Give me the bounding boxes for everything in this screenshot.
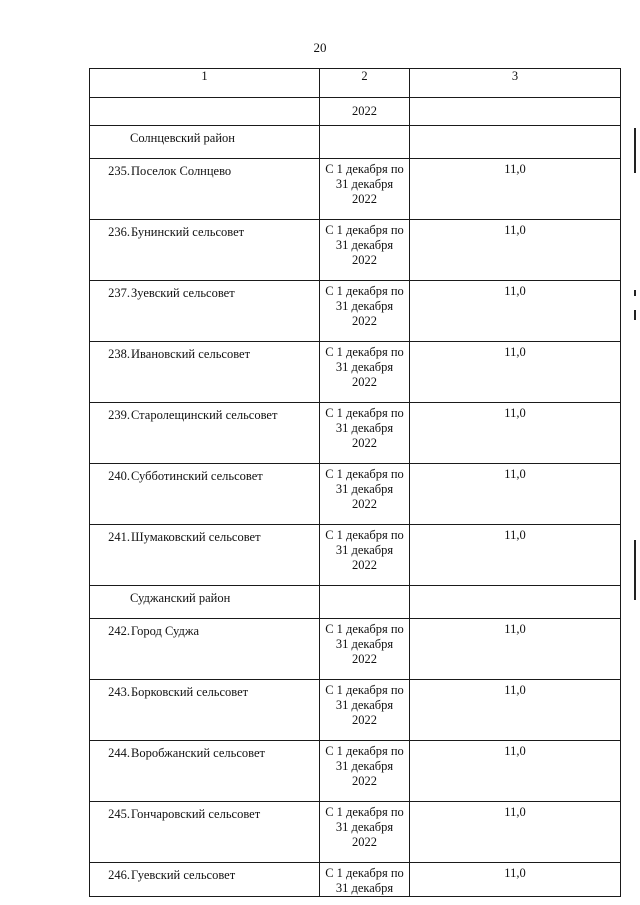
district-empty-cell — [320, 126, 410, 159]
period-line: С 1 декабря по — [325, 683, 404, 697]
entity-cell — [90, 159, 320, 220]
table-row — [90, 525, 621, 586]
row-number: 236. — [108, 225, 130, 239]
period-line: 31 декабря — [335, 820, 394, 834]
entity-cell — [90, 281, 320, 342]
period-line: 31 декабря — [335, 698, 394, 712]
period-cell — [320, 220, 410, 281]
period-line: С 1 декабря по — [325, 622, 404, 636]
value-cell: 11,0 — [410, 403, 621, 464]
value-cell: 11,0 — [410, 464, 621, 525]
district-row — [90, 126, 621, 159]
table-row — [90, 220, 621, 281]
period-line: С 1 декабря по — [325, 805, 404, 819]
entity-name: Бунинский сельсовет — [131, 225, 245, 239]
district-name: Солнцевский район — [90, 126, 320, 159]
period-line: 2022 — [352, 713, 377, 727]
year-row-cell-2: 2022 — [320, 98, 410, 126]
entity-name: Гончаровский сельсовет — [131, 807, 261, 821]
entity-name: Город Суджа — [131, 624, 200, 638]
entity-cell — [90, 680, 320, 741]
row-number: 235. — [108, 164, 130, 178]
column-header-1: 1 — [90, 69, 320, 98]
entity-name: Поселок Солнцево — [131, 164, 232, 178]
district-empty-cell — [320, 586, 410, 619]
entity-name: Ивановский сельсовет — [131, 347, 251, 361]
entity-name: Зуевский сельсовет — [131, 286, 235, 300]
table-row — [90, 680, 621, 741]
row-number: 245. — [108, 807, 130, 821]
period-line: С 1 декабря по — [325, 162, 404, 176]
table-row — [90, 619, 621, 680]
period-cell — [320, 619, 410, 680]
period-line: С 1 декабря по — [325, 866, 404, 880]
scan-edge-mark — [634, 128, 636, 173]
period-cell — [320, 281, 410, 342]
table-header-row — [90, 69, 621, 98]
period-line: 2022 — [352, 835, 377, 849]
period-line: 2022 — [352, 558, 377, 572]
period-line: 31 декабря — [335, 543, 394, 557]
row-number: 241. — [108, 530, 130, 544]
entity-cell — [90, 741, 320, 802]
period-line: 31 декабря — [335, 177, 394, 191]
period-line: 31 декабря — [335, 238, 394, 252]
row-number: 237. — [108, 286, 130, 300]
value-cell: 11,0 — [410, 680, 621, 741]
period-line: 31 декабря — [335, 421, 394, 435]
period-line: С 1 декабря по — [325, 345, 404, 359]
period-line: С 1 декабря по — [325, 467, 404, 481]
row-number: 246. — [108, 868, 130, 882]
scan-edge-mark — [634, 310, 636, 320]
scan-edge-mark — [634, 290, 636, 296]
row-number: 242. — [108, 624, 130, 638]
table-row — [90, 741, 621, 802]
value-cell: 11,0 — [410, 863, 621, 897]
column-header-3: 3 — [410, 69, 621, 98]
period-line: 2022 — [352, 436, 377, 450]
period-line: 31 декабря — [335, 482, 394, 496]
entity-cell — [90, 525, 320, 586]
entity-cell — [90, 619, 320, 680]
entity-name: Субботинский сельсовет — [131, 469, 263, 483]
district-empty-cell — [410, 586, 621, 619]
entity-name: Воробжанский сельсовет — [131, 746, 265, 760]
table-row — [90, 403, 621, 464]
district-empty-cell — [410, 126, 621, 159]
period-cell — [320, 403, 410, 464]
period-line: 31 декабря — [335, 360, 394, 374]
year-row-cell-3 — [410, 98, 621, 126]
table-row — [90, 281, 621, 342]
entity-cell — [90, 464, 320, 525]
entity-cell — [90, 863, 320, 897]
period-line: 2022 — [352, 652, 377, 666]
entity-name: Гуевский сельсовет — [131, 868, 236, 882]
period-line: 2022 — [352, 192, 377, 206]
row-number: 244. — [108, 746, 130, 760]
district-row — [90, 586, 621, 619]
year-row-cell-1 — [90, 98, 320, 126]
period-cell — [320, 342, 410, 403]
period-line: С 1 декабря по — [325, 284, 404, 298]
value-cell: 11,0 — [410, 525, 621, 586]
period-line: С 1 декабря по — [325, 223, 404, 237]
entity-name: Борковский сельсовет — [131, 685, 249, 699]
district-name: Суджанский район — [90, 586, 320, 619]
value-cell: 11,0 — [410, 220, 621, 281]
row-number: 238. — [108, 347, 130, 361]
period-cell — [320, 525, 410, 586]
entity-cell — [90, 342, 320, 403]
row-number: 240. — [108, 469, 130, 483]
period-cell — [320, 741, 410, 802]
period-line: 31 декабря — [335, 881, 394, 895]
column-header-2: 2 — [320, 69, 410, 98]
table-row — [90, 464, 621, 525]
period-line: 2022 — [352, 497, 377, 511]
value-cell: 11,0 — [410, 802, 621, 863]
data-table — [89, 68, 621, 897]
period-line: 31 декабря — [335, 299, 394, 313]
row-number: 243. — [108, 685, 130, 699]
period-line: С 1 декабря по — [325, 528, 404, 542]
period-line: 31 декабря — [335, 759, 394, 773]
table-row — [90, 802, 621, 863]
page-number: 20 — [313, 40, 327, 55]
value-cell: 11,0 — [410, 741, 621, 802]
period-line: 2022 — [352, 253, 377, 267]
table-row — [90, 342, 621, 403]
period-line: 2022 — [352, 314, 377, 328]
period-line: 31 декабря — [335, 637, 394, 651]
period-cell — [320, 802, 410, 863]
value-cell: 11,0 — [410, 159, 621, 220]
period-cell — [320, 159, 410, 220]
entity-cell — [90, 220, 320, 281]
table-row — [90, 863, 621, 897]
value-cell: 11,0 — [410, 619, 621, 680]
value-cell: 11,0 — [410, 342, 621, 403]
year-continuation-row — [90, 98, 621, 126]
table-row — [90, 159, 621, 220]
period-cell — [320, 464, 410, 525]
value-cell: 11,0 — [410, 281, 621, 342]
period-cell — [320, 680, 410, 741]
period-line: 2022 — [352, 375, 377, 389]
scan-edge-mark — [634, 540, 636, 600]
entity-name: Шумаковский сельсовет — [131, 530, 261, 544]
entity-name: Старолещинский сельсовет — [131, 408, 278, 422]
entity-cell — [90, 403, 320, 464]
period-cell — [320, 863, 410, 897]
period-line: С 1 декабря по — [325, 744, 404, 758]
period-line: С 1 декабря по — [325, 406, 404, 420]
period-line: 2022 — [352, 774, 377, 788]
entity-cell — [90, 802, 320, 863]
row-number: 239. — [108, 408, 130, 422]
